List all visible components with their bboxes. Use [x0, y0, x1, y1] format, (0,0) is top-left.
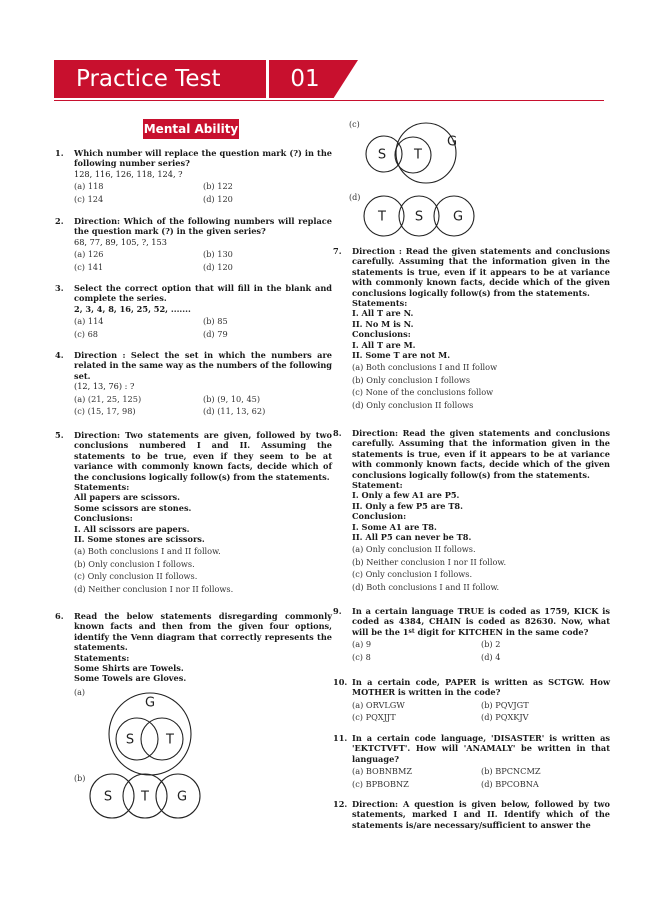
statement-line: I. Only a few A1 are P5. — [352, 490, 460, 501]
diagram-label-d[interactable]: (d) — [349, 193, 361, 202]
option-a[interactable]: (a) 114 — [74, 316, 104, 327]
option-d[interactable]: (d) 79 — [203, 328, 228, 339]
stem-text: In a certain language TRUE is coded as 1759, KICK is coded as 4384, CHAIN is coded as 82630. Now, what will be the 1 — [352, 606, 610, 637]
venn-label: T — [141, 789, 149, 805]
venn-circle-s — [116, 718, 158, 760]
diagram-label-c[interactable]: (c) — [349, 120, 360, 129]
question-stem: In a certain code, PAPER is written as SCTGW. How MOTHER is written in the code? — [352, 677, 610, 698]
statement-line: Some Shirts are Towels. — [74, 663, 184, 674]
option-b[interactable]: (b) Only conclusion I follows. — [74, 558, 195, 569]
statement-line: I. All T are M. — [352, 339, 416, 350]
question-stem: Direction : Select the set in which the numbers are related in the same way as the numbers of the following set. — [74, 350, 332, 381]
question-11 — [333, 733, 610, 790]
question-12 — [333, 799, 610, 830]
option-b[interactable]: (b) (9, 10, 45) — [203, 393, 261, 404]
question-stem — [352, 606, 610, 637]
option-d[interactable]: (d) PQXKJV — [481, 712, 529, 723]
statement-line: Statements: — [352, 298, 408, 309]
option-a[interactable]: (a) Only conclusion II follows. — [352, 544, 476, 555]
number-series: 128, 116, 126, 118, 124, ? — [74, 168, 183, 179]
question-2 — [55, 216, 332, 273]
option-b[interactable]: (b) 122 — [203, 181, 233, 192]
option-b[interactable]: (b) BPCNCMZ — [481, 766, 541, 777]
option-b[interactable]: (b) 85 — [203, 316, 228, 327]
venn-diagram-d[interactable] — [364, 193, 484, 239]
question-6 — [55, 611, 332, 684]
question-number: 7. — [333, 246, 342, 256]
venn-diagram-b[interactable] — [90, 772, 230, 822]
statement-line: All papers are scissors. — [74, 492, 180, 503]
number-series: 2, 3, 4, 8, 16, 25, 52, ....... — [74, 303, 191, 314]
statement-line: Some Towels are Gloves. — [74, 673, 187, 684]
diagram-label-a[interactable]: (a) — [74, 688, 86, 697]
question-number: 8. — [333, 428, 342, 438]
question-stem: Direction: Which of the following numbers will replace the question mark (?) in the given series? — [74, 216, 332, 237]
option-b[interactable]: (b) PQVJGT — [481, 699, 529, 710]
statement-line: I. All scissors are papers. — [74, 523, 190, 534]
venn-label: G — [144, 695, 156, 711]
option-a[interactable]: (a) 9 — [352, 639, 372, 650]
option-d[interactable]: (d) 4 — [481, 651, 501, 662]
stem-superscript: st — [408, 627, 415, 635]
statement-line: Conclusion: — [352, 511, 407, 522]
option-d[interactable]: (d) 120 — [203, 193, 233, 204]
option-d[interactable]: (d) 120 — [203, 261, 233, 272]
venn-label: G — [176, 789, 188, 805]
option-c[interactable]: (c) (15, 17, 98) — [74, 406, 136, 417]
option-a[interactable]: (a) (21, 25, 125) — [74, 393, 142, 404]
question-stem: Direction : Read the given statements and conclusions carefully. Assuming that the information given in the statements is true, even if it appears to be at variance with commonly known facts, decide which of the given conclusions logically follow(s) from the statements. — [352, 246, 610, 298]
question-stem: In a certain code language, 'DISASTER' is written as 'EKTCTVFT'. How will 'ANAMALY' be written in that language? — [352, 733, 610, 764]
venn-label: T — [378, 209, 386, 225]
question-5 — [55, 430, 332, 595]
number-series: 68, 77, 89, 105, ?, 153 — [74, 236, 167, 247]
venn-label: T — [414, 147, 422, 163]
option-c[interactable]: (c) BPBOBNZ — [352, 778, 409, 789]
statement-line: II. Only a few P5 are T8. — [352, 500, 463, 511]
option-a[interactable]: (a) ORVLGW — [352, 699, 405, 710]
question-stem: Read the below statements disregarding commonly known facts and then from the given four options, identify the Venn diagram that correctly represents the statements. — [74, 611, 332, 653]
venn-label: S — [377, 147, 387, 163]
statement-line: II. Some stones are scissors. — [74, 534, 205, 545]
option-a[interactable]: (a) BOBNBMZ — [352, 766, 413, 777]
statement-line: II. Some T are not M. — [352, 350, 451, 361]
question-stem: Direction: Read the given statements and conclusions carefully. Assuming that the information given in the statements is true, even if it appears to be at variance with commonly known facts, decide which of the given conclusions logically follow(s) from the statements. — [352, 428, 610, 480]
page-title: Practice Test — [76, 66, 221, 92]
option-c[interactable]: (c) 68 — [74, 328, 98, 339]
statement-line: II. All P5 can never be T8. — [352, 532, 472, 543]
question-number: 3. — [55, 283, 64, 293]
option-c[interactable]: (c) 141 — [74, 261, 104, 272]
venn-label: G — [452, 209, 464, 225]
question-9 — [333, 606, 610, 663]
question-number: 1. — [55, 148, 64, 158]
test-number: 01 — [290, 66, 320, 92]
question-4 — [55, 350, 332, 417]
option-d[interactable]: (d) BPCOBNA — [481, 778, 539, 789]
question-number: 5. — [55, 430, 64, 440]
question-number: 6. — [55, 611, 64, 621]
venn-label: G — [446, 134, 458, 150]
question-stem: Direction: A question is given below, followed by two statements, marked I and II. Identify which of the statements is/are necessary/sufficient to answer the — [352, 799, 610, 830]
venn-label: T — [166, 732, 174, 748]
option-b[interactable]: (b) 2 — [481, 639, 501, 650]
question-8 — [333, 428, 610, 593]
question-stem: Select the correct option that will fill in the blank and complete the series. — [74, 283, 332, 304]
option-c[interactable]: (c) PQXJJT — [352, 712, 396, 723]
option-d[interactable]: (d) Both conclusions I and II follow. — [352, 581, 500, 592]
option-b[interactable]: (b) Neither conclusion I nor II follow. — [352, 556, 507, 567]
statement-line: Some scissors are stones. — [74, 502, 192, 513]
diagram-label-b[interactable]: (b) — [74, 774, 86, 783]
header-rule — [54, 100, 604, 101]
stem-text-end: digit for KITCHEN in the same code? — [414, 626, 589, 637]
option-a[interactable]: (a) Both conclusions I and II follow — [352, 362, 498, 373]
section-title: Mental Ability — [143, 119, 239, 139]
option-d[interactable]: (d) (11, 13, 62) — [203, 406, 266, 417]
venn-diagram-a[interactable] — [90, 692, 230, 776]
statement-line: I. All T are N. — [352, 308, 414, 319]
option-d[interactable]: (d) Only conclusion II follows — [352, 399, 474, 410]
venn-circle-g — [396, 123, 456, 183]
statement-line: Statements: — [74, 652, 130, 663]
statement-line: II. No M is N. — [352, 318, 414, 329]
question-number: 9. — [333, 606, 342, 616]
question-10 — [333, 677, 610, 724]
statement-line: Statement: — [352, 480, 403, 491]
option-d[interactable]: (d) Neither conclusion I nor II follows. — [74, 583, 234, 594]
venn-label: S — [125, 732, 135, 748]
option-b[interactable]: (b) 130 — [203, 249, 233, 260]
question-number: 2. — [55, 216, 64, 226]
venn-label: S — [103, 789, 113, 805]
question-3 — [55, 283, 332, 340]
question-number: 4. — [55, 350, 64, 360]
question-number: 10. — [333, 677, 348, 687]
option-a[interactable]: (a) 118 — [74, 181, 104, 192]
option-a[interactable]: (a) Both conclusions I and II follow. — [74, 546, 221, 557]
number-set: (12, 13, 76) : ? — [74, 381, 135, 392]
statement-line: Conclusions: — [352, 329, 411, 340]
option-c[interactable]: (c) None of the conclusions follow — [352, 387, 494, 398]
option-c[interactable]: (c) 8 — [352, 651, 371, 662]
option-b[interactable]: (b) Only conclusion I follows — [352, 374, 471, 385]
banner-divider — [266, 60, 269, 98]
question-number: 11. — [333, 733, 348, 743]
option-c[interactable]: (c) 124 — [74, 193, 104, 204]
statement-line: I. Some A1 are T8. — [352, 521, 437, 532]
venn-circle-t — [141, 718, 183, 760]
option-c[interactable]: (c) Only conclusion I follows. — [352, 569, 473, 580]
venn-circle-t — [395, 137, 431, 173]
option-a[interactable]: (a) 126 — [74, 249, 104, 260]
option-c[interactable]: (c) Only conclusion II follows. — [74, 571, 198, 582]
statement-line: Statements: — [74, 482, 130, 493]
question-stem: Direction: Two statements are given, followed by two conclusions numbered I and II. Assuming the statements to be true, even if they seem to be at variance with commonly known facts, decide which of the conclusions logically follow(s) from the statements. — [74, 430, 332, 482]
statement-line: Conclusions: — [74, 513, 133, 524]
question-stem: Which number will replace the question mark (?) in the following number series? — [74, 148, 332, 169]
venn-diagram-c[interactable] — [360, 121, 480, 187]
question-number: 12. — [333, 799, 348, 809]
venn-label: S — [414, 209, 424, 225]
question-1 — [55, 148, 332, 205]
question-7 — [333, 246, 610, 411]
